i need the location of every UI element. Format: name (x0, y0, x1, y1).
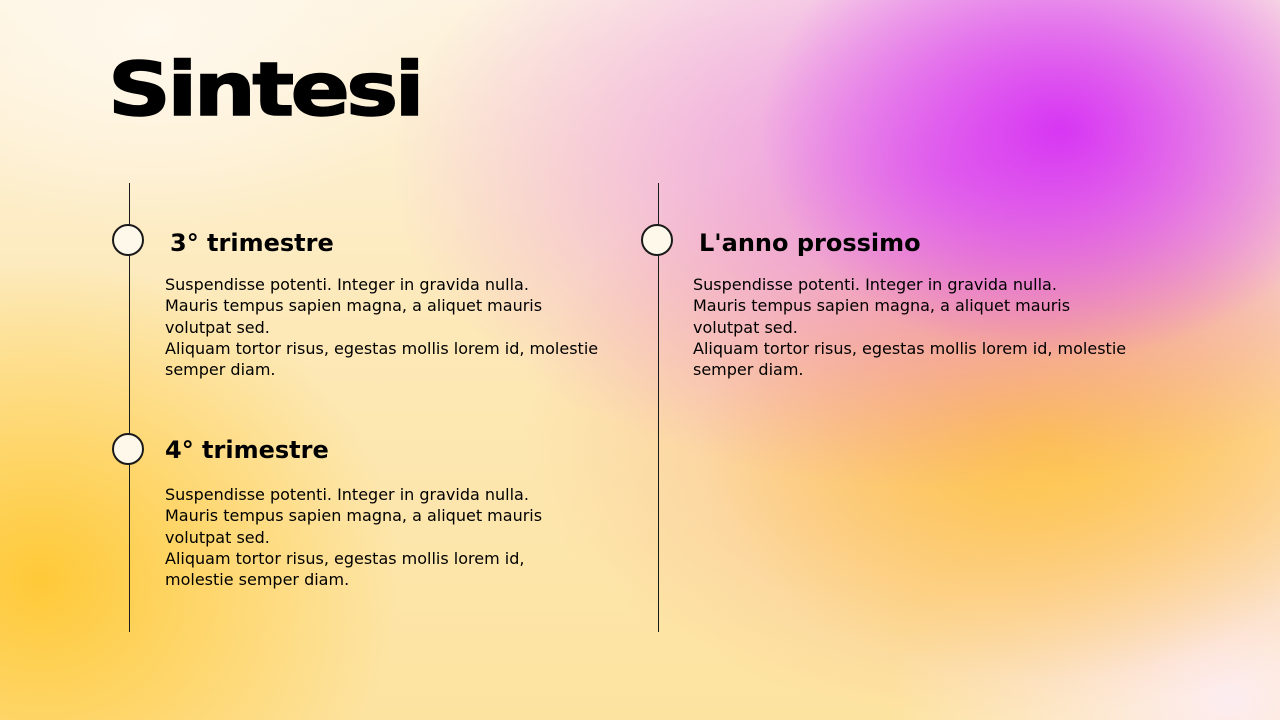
timeline-node-next-year (641, 224, 673, 256)
next-year-line-1: Suspendisse potenti. Integer in gravida nulla. (693, 275, 1057, 294)
q3-line-4: Aliquam tortor risus, egestas mollis lorem id, molestie (165, 338, 599, 358)
timeline-node-q3 (112, 224, 144, 256)
q4-line-1: Suspendisse potenti. Integer in gravida nulla. (165, 485, 529, 504)
q4-line-4: Aliquam tortor risus, egestas mollis lorem id, (165, 548, 525, 568)
next-year-line-5: semper diam. (693, 360, 804, 380)
next-year-line-2: Mauris tempus sapien magna, a aliquet mauris (693, 296, 1071, 316)
q4-line-3: volutpat sed. (165, 527, 270, 547)
q3-line-5: semper diam. (165, 360, 276, 380)
timeline-node-q4 (112, 433, 144, 465)
next-year-body-text (693, 274, 1126, 380)
next-year-heading: L'anno prossimo (699, 229, 921, 257)
q3-body-text (165, 274, 598, 380)
next-year-line-4: Aliquam tortor risus, egestas mollis lorem id, molestie (693, 338, 1127, 358)
slide-title: Sintesi (108, 47, 422, 133)
q3-line-1: Suspendisse potenti. Integer in gravida nulla. (165, 275, 529, 294)
q4-line-2: Mauris tempus sapien magna, a aliquet mauris (165, 506, 543, 526)
q3-heading: 3° trimestre (170, 229, 334, 257)
q3-line-2: Mauris tempus sapien magna, a aliquet mauris (165, 296, 543, 316)
q4-line-5: molestie semper diam. (165, 570, 350, 590)
next-year-line-3: volutpat sed. (693, 317, 798, 337)
q4-heading: 4° trimestre (165, 436, 329, 464)
q3-line-3: volutpat sed. (165, 317, 270, 337)
q4-body-text (165, 484, 542, 590)
